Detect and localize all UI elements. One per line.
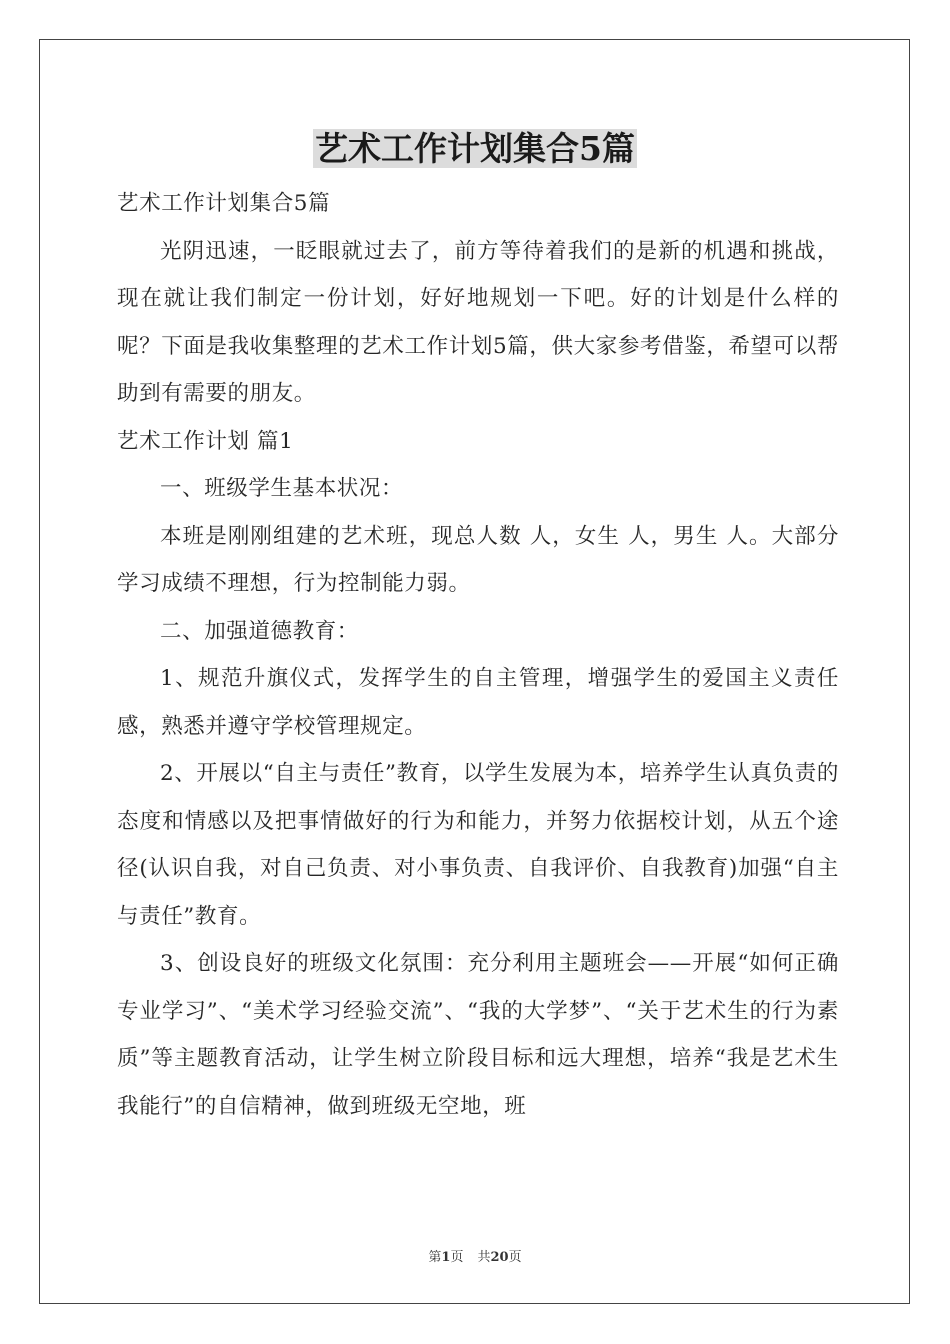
paragraph-item-1: 1、规范升旗仪式，发挥学生的自主管理，增强学生的爱国主义责任感，熟悉并遵守学校管理规定。 <box>117 666 839 739</box>
paragraph-item-2: 2、开展以“自主与责任”教育，以学生发展为本，培养学生认真负责的态度和情感以及把事情做好的行为和能力，并努力依据校计划，从五个途径(认识自我，对自己负责、对小事负责、自我评价、自我教育)加强“自主与责任”教育。 <box>117 761 839 929</box>
subheading-class-status: 一、班级学生基本状况： <box>160 476 404 501</box>
footer-page-prefix: 第 <box>428 1250 442 1265</box>
paragraph-item-3: 3、创设良好的班级文化氛围：充分利用主题班会——开展“如何正确专业学习”、“美术学习经验交流”、“我的大学梦”、“关于艺术生的行为素质”等主题教育活动，让学生树立阶段目标和远大理想，培养“我是艺术生我能行”的自信精神，做到班级无空地，班 <box>117 951 839 1119</box>
document-body <box>117 180 839 1130</box>
section-heading: 艺术工作计划 篇1 <box>117 428 294 454</box>
paragraph-class-status: 本班是刚刚组建的艺术班，现总人数 人，女生 人，男生 人。大部分学习成绩不理想，行为控制能力弱。 <box>117 523 839 596</box>
footer-page-suffix: 页 <box>450 1250 464 1265</box>
footer-total-prefix: 共 <box>477 1250 491 1265</box>
footer-total-pages: 20 <box>490 1250 509 1265</box>
subtitle-line: 艺术工作计划集合5篇 <box>117 191 331 216</box>
footer-page-number: 1 <box>441 1250 451 1265</box>
subheading-moral-education: 二、加强道德教育： <box>160 618 359 644</box>
document-title <box>0 126 950 172</box>
footer-total-suffix: 页 <box>508 1250 522 1265</box>
page-footer <box>0 1246 950 1265</box>
intro-paragraph: 光阴迅速，一眨眼就过去了，前方等待着我们的是新的机遇和挑战，现在就让我们制定一份计划，好好地规划一下吧。好的计划是什么样的呢？下面是我收集整理的艺术工作计划5篇，供大家参考借鉴，希望可以帮助到有需要的朋友。 <box>117 238 839 406</box>
document-title-text: 艺术工作计划集合5篇 <box>315 129 635 168</box>
